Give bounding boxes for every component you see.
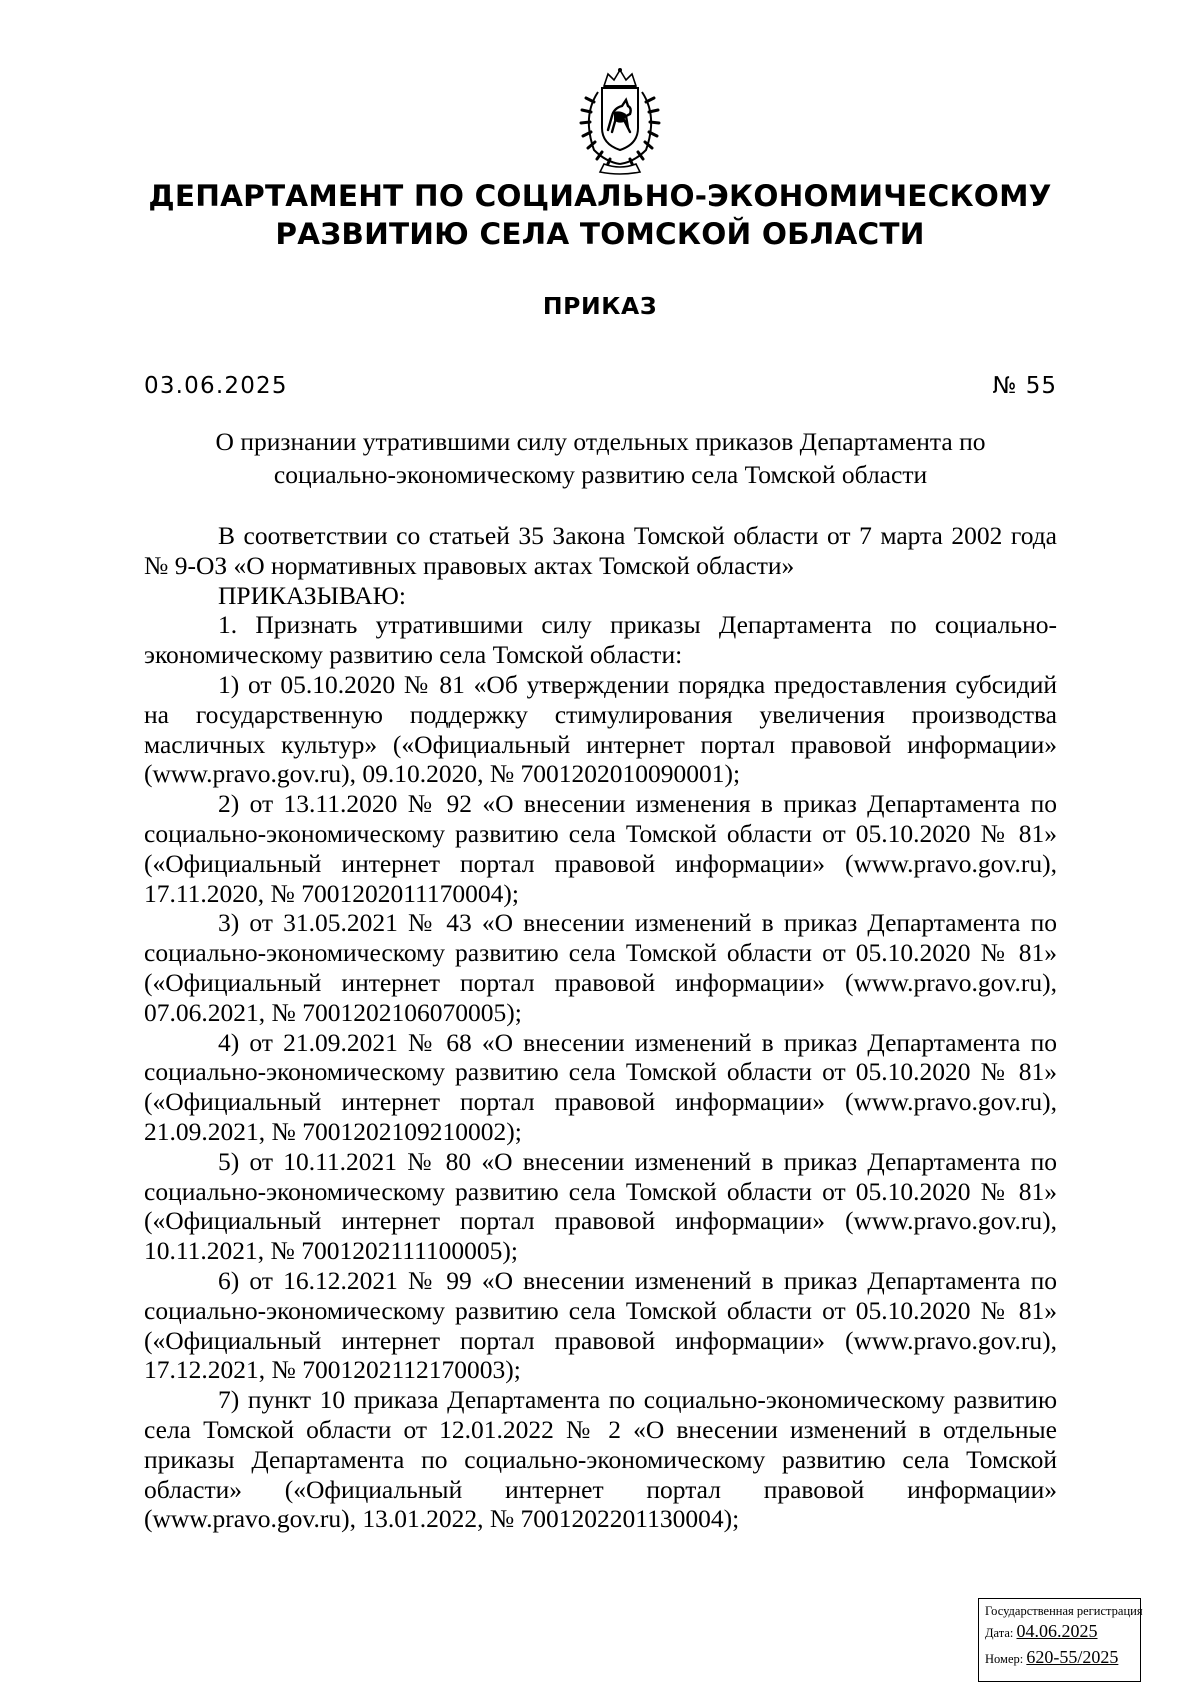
department-name-line-1: ДЕПАРТАМЕНТ ПО СОЦИАЛЬНО-ЭКОНОМИЧЕСКОМУ [148, 179, 1052, 213]
registration-date-value: 04.06.2025 [1016, 1621, 1098, 1641]
registration-date-label: Дата: [985, 1626, 1014, 1640]
registration-date-row [985, 1619, 1136, 1645]
list-item: 6) от 16.12.2021 № 99 «О внесении изменений в приказ Департамента по социально-экономическому развитию села Томской области от 05.10.2020 № 81» («Официальный интернет портал правовой информации» (www.pravo.gov.ru), 17.12.2021, № 7001202112170003); [144, 1265, 1057, 1385]
registration-stamp [978, 1598, 1141, 1682]
order-number: № 55 [992, 373, 1057, 399]
order-body [144, 521, 1057, 1534]
list-item: 2) от 13.11.2020 № 92 «О внесении изменения в приказ Департамента по социально-экономическому развитию села Томской области от 05.10.2020 № 81» («Официальный интернет портал правовой информации» (www.pravo.gov.ru), 17.11.2020, № 7001202011170004); [144, 789, 1057, 908]
order-word: ПРИКАЗЫВАЮ: [218, 580, 406, 610]
registration-number-row [985, 1645, 1136, 1671]
order-subject-line-2: социально-экономическому развитию села Томской области [273, 460, 928, 489]
list-item: 7) пункт 10 приказа Департамента по социально-экономическому развитию села Томской области от 12.01.2022 № 2 «О внесении изменений в отдельные приказы Департамента по социально-экономическому развитию села Томской области» («Официальный интернет портал правовой информации» (www.pravo.gov.ru), 13.01.2022, № 7001202201130004); [144, 1385, 1057, 1534]
registration-number-value: 620-55/2025 [1026, 1647, 1119, 1667]
order-date: 03.06.2025 [144, 373, 288, 399]
list-item: 4) от 21.09.2021 № 68 «О внесении изменений в приказ Департамента по социально-экономическому развитию села Томской области от 05.10.2020 № 81» («Официальный интернет портал правовой информации» (www.pravo.gov.ru), 21.09.2021, № 7001202109210002); [144, 1027, 1057, 1146]
list-item: 1) от 05.10.2020 № 81 «Об утверждении порядка предоставления субсидий на государственную поддержку стимулирования увеличения производства масличных культур» («Официальный интернет портал правовой информации» (www.pravo.gov.ru), 09.10.2020, № 7001202010090001); [144, 669, 1057, 789]
registration-number-label: Номер: [985, 1652, 1024, 1666]
order-subject-line-1: О признании утратившими силу отдельных приказов Департамента по [215, 427, 986, 456]
clause-1: 1. Признать утратившими силу приказы Департамента по социально-экономическому развитию села Томской области: [144, 610, 1057, 670]
preamble-paragraph: В соответствии со статьей 35 Закона Томской области от 7 марта 2002 года № 9-ОЗ «О нормативных правовых актах Томской области» [144, 521, 1057, 580]
list-item: 3) от 31.05.2021 № 43 «О внесении изменений в приказ Департамента по социально-экономическому развитию села Томской области от 05.10.2020 № 81» («Официальный интернет портал правовой информации» (www.pravo.gov.ru), 07.06.2021, № 7001202106070005); [144, 908, 1057, 1027]
department-name-line-2: РАЗВИТИЮ СЕЛА ТОМСКОЙ ОБЛАСТИ [275, 217, 925, 251]
coat-of-arms-icon [564, 66, 676, 176]
registration-title: Государственная регистрация [985, 1604, 1143, 1618]
document-type-title: ПРИКАЗ [542, 292, 658, 320]
list-item: 5) от 10.11.2021 № 80 «О внесении изменений в приказ Департамента по социально-экономическому развитию села Томской области от 05.10.2020 № 81» («Официальный интернет портал правовой информации» (www.pravo.gov.ru), 10.11.2021, № 7001202111100005); [144, 1146, 1057, 1266]
